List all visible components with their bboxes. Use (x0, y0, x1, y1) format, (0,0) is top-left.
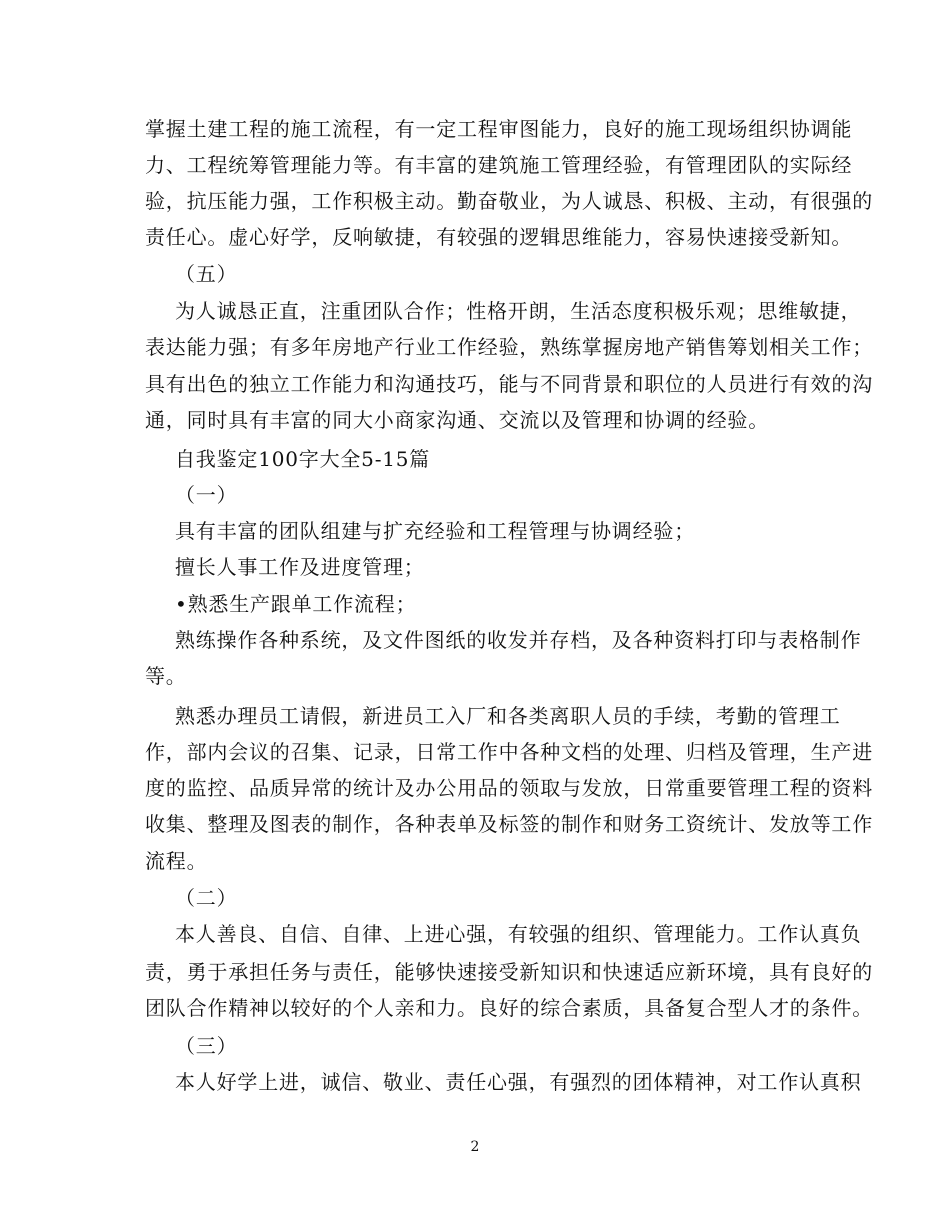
paragraph-line: 收集、整理及图表的制作，各种表单及标签的制作和财务工资统计、发放等工作 (145, 812, 873, 836)
paragraph-line: 表达能力强；有多年房地产行业工作经验，熟练掌握房地产销售筹划相关工作； (145, 335, 873, 359)
paragraph-line: 擅长人事工作及进度管理； (175, 555, 425, 579)
paragraph-line: 力、工程统筹管理能力等。有丰富的建筑施工管理经验，有管理团队的实际经 (145, 153, 853, 177)
paragraph-line: 责任心。虚心好学，反响敏捷，有较强的逻辑思维能力，容易快速接受新知。 (145, 225, 853, 249)
paragraph-line: 等。 (145, 664, 187, 688)
paragraph-line: 具有出色的独立工作能力和沟通技巧，能与不同背景和职位的人员进行有效的沟 (145, 372, 873, 396)
page-number: 2 (470, 1139, 480, 1155)
paragraph-line: 本人好学上进，诚信、敬业、责任心强，有强烈的团体精神，对工作认真积 (175, 1070, 862, 1094)
section-heading: （三） (175, 1034, 238, 1058)
document-heading: 自我鉴定100字大全5-15篇 (175, 447, 431, 471)
paragraph-line: 度的监控、品质异常的统计及办公用品的领取与发放，日常重要管理工程的资料 (145, 776, 873, 800)
paragraph-line: 作，部内会议的召集、记录，日常工作中各种文档的处理、归档及管理，生产进 (145, 740, 873, 764)
paragraph-line: 掌握土建工程的施工流程，有一定工程审图能力，良好的施工现场组织协调能 (145, 117, 853, 141)
section-heading: （二） (175, 886, 238, 910)
paragraph-line: 责，勇于承担任务与责任，能够快速接受新知识和快速适应新环境，具有良好的 (145, 960, 873, 984)
section-heading: （五） (175, 262, 238, 286)
paragraph-line: 熟悉办理员工请假，新进员工入厂和各类离职人员的手续，考勤的管理工 (175, 704, 841, 728)
paragraph-line: 熟练操作各种系统，及文件图纸的收发并存档，及各种资料打印与表格制作 (175, 628, 862, 652)
paragraph-line: 通，同时具有丰富的同大小商家沟通、交流以及管理和协调的经验。 (145, 408, 769, 432)
paragraph-line: 本人善良、自信、自律、上进心强，有较强的组织、管理能力。工作认真负 (175, 922, 862, 946)
paragraph-line: 团队合作精神以较好的个人亲和力。良好的综合素质，具备复合型人才的条件。 (145, 996, 873, 1020)
paragraph-line: 具有丰富的团队组建与扩充经验和工程管理与协调经验； (175, 519, 695, 543)
paragraph-line: •熟悉生产跟单工作流程； (175, 592, 417, 616)
section-heading: （一） (175, 483, 238, 507)
paragraph-line: 验，抗压能力强，工作积极主动。勤奋敬业，为人诚恳、积极、主动，有很强的 (145, 189, 873, 213)
paragraph-line: 流程。 (145, 849, 208, 873)
paragraph-line: 为人诚恳正直，注重团队合作；性格开朗，生活态度积极乐观；思维敏捷， (175, 299, 862, 323)
